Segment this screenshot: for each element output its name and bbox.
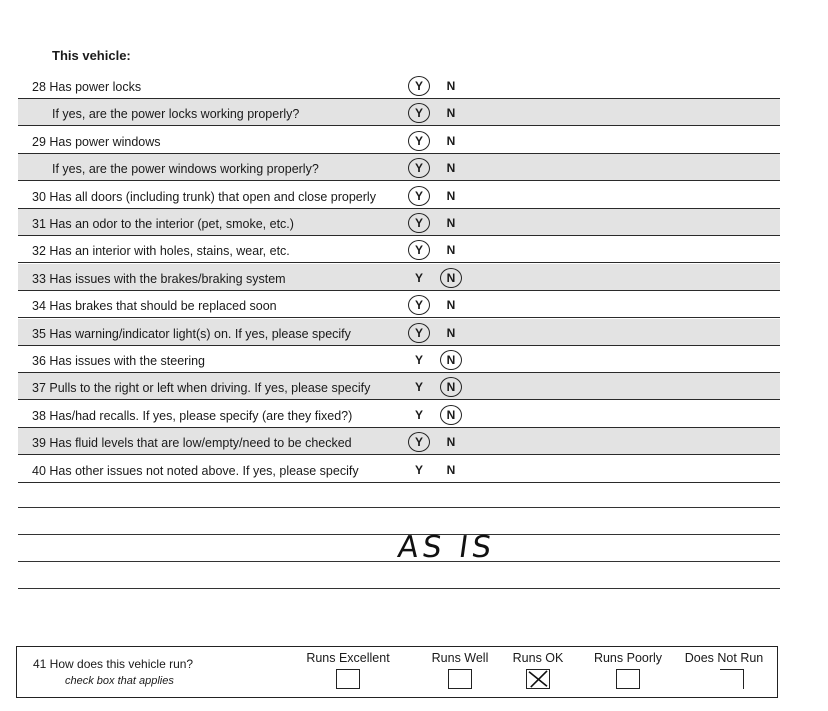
run-condition-question: 41 How does this vehicle run? [33,657,194,671]
specify-line-4[interactable] [18,588,780,589]
yes-option[interactable]: Y [408,186,430,206]
question-text: 36 Has issues with the steering [32,354,206,368]
no-option[interactable]: N [446,161,456,176]
question-row [18,127,780,154]
handwritten-note: AS IS [395,530,498,565]
question-text: 40 Has other issues not noted above. If yes, please specify [32,463,359,478]
no-option[interactable]: N [446,462,456,477]
no-option[interactable]: N [446,188,456,203]
heading: This vehicle: [52,48,131,63]
run-option-checkbox[interactable] [448,669,472,689]
run-option-label: Runs Poorly [593,651,663,665]
yes-option[interactable]: Y [408,158,430,178]
run-option-label: Runs Excellent [306,651,390,665]
no-option[interactable]: N [446,79,456,93]
question-text: 33 Has issues with the brakes/braking system [32,271,286,286]
question-text: 37 Pulls to the right or left when driving. If yes, please specify [32,381,371,396]
question-row [18,72,780,99]
question-row [18,209,780,236]
question-row [18,401,780,428]
yes-option[interactable]: Y [408,103,430,123]
no-option[interactable]: N [440,350,462,370]
yes-option[interactable]: Y [408,213,430,233]
question-row [18,182,780,209]
question-row [18,346,780,373]
specify-line-1[interactable] [18,507,780,508]
question-text: 28 Has power locks [32,80,142,94]
run-option-label: Runs OK [512,651,564,665]
question-row [18,154,780,181]
yes-option[interactable]: Y [414,353,423,367]
question-text: 29 Has power windows [32,134,161,149]
question-row [18,291,780,318]
no-option[interactable]: N [446,106,456,121]
no-option[interactable]: N [446,243,456,258]
no-option[interactable]: N [440,405,462,425]
run-condition-section [16,646,778,698]
question-text: 31 Has an odor to the interior (pet, smoke, etc.) [32,217,294,231]
run-option-checkbox[interactable] [616,669,640,689]
yes-option[interactable]: Y [414,380,423,395]
yes-option[interactable]: Y [408,131,430,151]
no-option[interactable]: N [446,298,456,313]
question-text: 39 Has fluid levels that are low/empty/need to be checked [32,436,352,451]
run-option-checkbox[interactable] [526,669,550,689]
yes-option[interactable]: Y [408,76,430,96]
yes-option[interactable]: Y [414,407,423,422]
question-row [18,264,780,291]
no-option[interactable]: N [446,325,456,340]
yes-option[interactable]: Y [408,432,430,452]
question-text: 30 Has all doors (including trunk) that open and close properly [32,189,376,204]
question-text: 38 Has/had recalls. If yes, please specify (are they fixed?) [32,408,353,423]
yes-option[interactable]: Y [408,295,430,315]
no-option[interactable]: N [446,435,456,450]
no-option[interactable]: N [440,377,462,397]
check-mark-icon [527,670,549,688]
question-text: If yes, are the power windows working properly? [52,162,319,177]
yes-option[interactable]: Y [408,240,430,260]
run-option-checkbox[interactable] [720,669,744,689]
run-option-label: Runs Well [431,651,489,665]
question-text: 32 Has an interior with holes, stains, wear, etc. [32,244,290,259]
question-row [18,236,780,263]
run-option-checkbox[interactable] [336,669,360,689]
run-condition-instruction: check box that applies [65,675,174,687]
no-option[interactable]: N [446,133,456,148]
run-option-label: Does Not Run [684,651,764,665]
question-row [18,373,780,400]
question-text: If yes, are the power locks working properly? [52,107,300,122]
question-row [18,319,780,346]
question-row [18,428,780,455]
no-option[interactable]: N [446,216,456,230]
no-option[interactable]: N [440,268,462,288]
question-row [18,99,780,126]
question-text: 35 Has warning/indicator light(s) on. If yes, please specify [32,326,351,341]
yes-option[interactable]: Y [408,323,430,343]
question-text: 34 Has brakes that should be replaced soon [32,299,277,314]
question-row [18,456,780,483]
yes-option[interactable]: Y [414,462,423,477]
yes-option[interactable]: Y [414,270,423,285]
